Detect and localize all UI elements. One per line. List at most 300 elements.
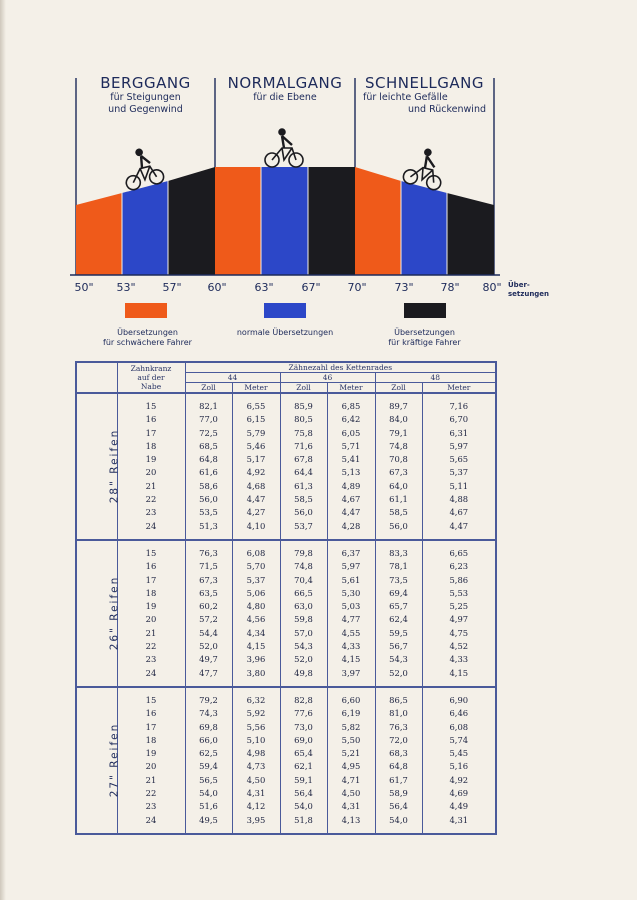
zoll-cell: 62,5	[185, 747, 232, 760]
meter-cell: 6,37	[327, 547, 375, 560]
zoll-cell: 84,0	[375, 413, 422, 426]
sprocket-cell: 20	[117, 466, 185, 479]
spacer-cell	[280, 687, 327, 694]
unit-header: Zoll	[185, 383, 232, 394]
zoll-cell: 74,8	[375, 440, 422, 453]
meter-cell: 4,69	[422, 787, 496, 800]
bar-schnell-orange	[355, 167, 401, 275]
table-row	[76, 520, 496, 533]
zoll-cell: 65,7	[375, 600, 422, 613]
berggang-sub1: für Steigungen	[110, 92, 181, 103]
meter-cell: 6,08	[422, 721, 496, 734]
zoll-cell: 70,8	[375, 453, 422, 466]
zoll-cell: 62,1	[280, 760, 327, 773]
table-row	[76, 734, 496, 747]
spacer-cell	[422, 540, 496, 547]
meter-cell: 6,70	[422, 413, 496, 426]
sprocket-cell: 24	[117, 667, 185, 680]
spacer-cell	[375, 680, 422, 687]
unit-header: Meter	[422, 383, 496, 394]
meter-cell: 4,73	[232, 760, 280, 773]
zoll-cell: 56,0	[375, 520, 422, 533]
sprocket-cell: 17	[117, 721, 185, 734]
sprocket-cell: 18	[117, 440, 185, 453]
meter-cell: 5,56	[232, 721, 280, 734]
sprocket-cell: 21	[117, 480, 185, 493]
sprocket-cell: 15	[117, 400, 185, 413]
zoll-cell: 75,8	[280, 427, 327, 440]
spacer-cell	[185, 687, 232, 694]
tick-label: 67"	[301, 281, 321, 294]
table-row	[76, 760, 496, 773]
table-row	[76, 493, 496, 506]
meter-cell: 6,42	[327, 413, 375, 426]
zoll-cell: 68,3	[375, 747, 422, 760]
meter-cell: 3,96	[232, 653, 280, 666]
bar-schnell-black	[447, 193, 494, 275]
sprocket-cell: 19	[117, 600, 185, 613]
meter-cell: 5,70	[232, 560, 280, 573]
sprocket-cell: 17	[117, 427, 185, 440]
meter-cell: 5,97	[327, 560, 375, 573]
sprocket-cell: 22	[117, 787, 185, 800]
tick-label: 78"	[440, 281, 460, 294]
zoll-cell: 73,5	[375, 574, 422, 587]
spacer-cell	[327, 680, 375, 687]
meter-cell: 4,80	[232, 600, 280, 613]
meter-cell: 3,95	[232, 814, 280, 827]
zoll-cell: 47,7	[185, 667, 232, 680]
berggang-title: BERGGANG	[100, 74, 191, 92]
normalgang-header	[215, 74, 355, 104]
normalgang-sub1: für die Ebene	[253, 92, 317, 103]
spacer-cell	[232, 687, 280, 694]
zoll-cell: 64,0	[375, 480, 422, 493]
sprocket-cell: 23	[117, 506, 185, 519]
meter-cell: 6,19	[327, 707, 375, 720]
zoll-cell: 67,3	[185, 574, 232, 587]
zoll-cell: 79,1	[375, 427, 422, 440]
spacer-cell	[232, 680, 280, 687]
zoll-cell: 82,1	[185, 400, 232, 413]
zoll-cell: 49,8	[280, 667, 327, 680]
legend-label-orange	[80, 328, 215, 348]
spacer-cell	[375, 393, 422, 400]
meter-cell: 4,13	[327, 814, 375, 827]
spacer-cell	[117, 680, 185, 687]
meter-cell: 4,33	[327, 640, 375, 653]
zoll-cell: 61,3	[280, 480, 327, 493]
zoll-cell: 81,0	[375, 707, 422, 720]
zoll-cell: 61,7	[375, 774, 422, 787]
meter-cell: 3,97	[327, 667, 375, 680]
zoll-cell: 56,4	[280, 787, 327, 800]
meter-cell: 4,55	[327, 627, 375, 640]
meter-cell: 4,34	[232, 627, 280, 640]
sprocket-cell: 15	[117, 694, 185, 707]
zoll-cell: 56,4	[375, 800, 422, 813]
ticks-unit-label	[508, 281, 549, 299]
meter-cell: 4,27	[232, 506, 280, 519]
zoll-cell: 71,6	[280, 440, 327, 453]
zoll-cell: 56,5	[185, 774, 232, 787]
table-row	[76, 506, 496, 519]
zahnkranz-header-line: Nabe	[140, 382, 162, 391]
zoll-cell: 59,8	[280, 613, 327, 626]
zoll-cell: 60,2	[185, 600, 232, 613]
spacer-cell	[375, 533, 422, 540]
ticks-unit-l1: Über-	[508, 281, 530, 289]
table-row	[76, 721, 496, 734]
zoll-cell: 74,8	[280, 560, 327, 573]
meter-cell: 5,21	[327, 747, 375, 760]
schnellgang-title: SCHNELLGANG	[365, 74, 484, 92]
zoll-cell: 58,5	[375, 506, 422, 519]
meter-cell: 4,15	[327, 653, 375, 666]
meter-cell: 4,56	[232, 613, 280, 626]
bar-berg-blue	[122, 181, 168, 275]
chainring-header: 46	[280, 373, 375, 383]
unit-header: Zoll	[375, 383, 422, 394]
table-row	[76, 560, 496, 573]
gear-table	[75, 361, 497, 835]
meter-cell: 5,71	[327, 440, 375, 453]
meter-cell: 4,49	[422, 800, 496, 813]
zoll-cell: 77,0	[185, 413, 232, 426]
table-row	[76, 440, 496, 453]
meter-cell: 6,46	[422, 707, 496, 720]
zoll-cell: 78,1	[375, 560, 422, 573]
schnellgang-header	[355, 74, 494, 116]
spacer-cell	[185, 393, 232, 400]
table-row	[76, 600, 496, 613]
zoll-cell: 52,0	[185, 640, 232, 653]
meter-cell: 5,86	[422, 574, 496, 587]
meter-cell: 6,60	[327, 694, 375, 707]
zoll-cell: 80,5	[280, 413, 327, 426]
zoll-cell: 56,7	[375, 640, 422, 653]
meter-cell: 5,13	[327, 466, 375, 479]
meter-cell: 4,88	[422, 493, 496, 506]
meter-cell: 4,15	[422, 667, 496, 680]
meter-cell: 6,08	[232, 547, 280, 560]
unit-header: Meter	[232, 383, 280, 394]
spacer-cell	[117, 393, 185, 400]
meter-cell: 4,50	[232, 774, 280, 787]
zoll-cell: 59,1	[280, 774, 327, 787]
sprocket-cell: 18	[117, 734, 185, 747]
spacer-cell	[422, 827, 496, 834]
zoll-cell: 70,4	[280, 574, 327, 587]
sprocket-cell: 19	[117, 747, 185, 760]
spacer-cell	[422, 687, 496, 694]
zoll-cell: 72,5	[185, 427, 232, 440]
zoll-cell: 67,8	[280, 453, 327, 466]
legend-black-l2: für kräftige Fahrer	[388, 338, 461, 347]
zoll-cell: 89,7	[375, 400, 422, 413]
table-row	[76, 627, 496, 640]
zoll-cell: 51,8	[280, 814, 327, 827]
zoll-cell: 76,3	[375, 721, 422, 734]
sprocket-cell: 16	[117, 560, 185, 573]
meter-cell: 5,25	[422, 600, 496, 613]
meter-cell: 5,37	[422, 466, 496, 479]
meter-cell: 3,80	[232, 667, 280, 680]
zoll-cell: 58,6	[185, 480, 232, 493]
meter-cell: 4,75	[422, 627, 496, 640]
table-row	[76, 400, 496, 413]
spacer-cell	[185, 540, 232, 547]
zoll-cell: 51,6	[185, 800, 232, 813]
zoll-cell: 65,4	[280, 747, 327, 760]
cyclist-uphill-icon	[119, 145, 165, 191]
meter-cell: 4,67	[327, 493, 375, 506]
meter-cell: 7,16	[422, 400, 496, 413]
table-row	[76, 694, 496, 707]
spacer-cell	[232, 533, 280, 540]
meter-cell: 6,31	[422, 427, 496, 440]
table-row	[76, 466, 496, 479]
meter-cell: 5,30	[327, 587, 375, 600]
spacer-cell	[232, 827, 280, 834]
meter-cell: 5,16	[422, 760, 496, 773]
table-row	[76, 653, 496, 666]
meter-cell: 6,55	[232, 400, 280, 413]
meter-cell: 5,82	[327, 721, 375, 734]
zoll-cell: 66,5	[280, 587, 327, 600]
meter-cell: 5,45	[422, 747, 496, 760]
spacer-cell	[375, 827, 422, 834]
meter-cell: 4,31	[327, 800, 375, 813]
meter-cell: 5,03	[327, 600, 375, 613]
meter-cell: 4,12	[232, 800, 280, 813]
chainring-header: 44	[185, 373, 280, 383]
zoll-cell: 63,0	[280, 600, 327, 613]
zoll-cell: 56,0	[185, 493, 232, 506]
zoll-cell: 52,0	[280, 653, 327, 666]
meter-cell: 5,74	[422, 734, 496, 747]
bar-normal-black	[308, 167, 355, 275]
spacer-cell	[117, 827, 185, 834]
zoll-cell: 66,0	[185, 734, 232, 747]
spacer-cell	[185, 827, 232, 834]
spacer-cell	[117, 540, 185, 547]
zoll-cell: 59,4	[185, 760, 232, 773]
zoll-cell: 64,8	[375, 760, 422, 773]
legend-swatch-black	[404, 303, 446, 318]
tick-label: 50"	[74, 281, 94, 294]
tick-label: 57"	[162, 281, 182, 294]
zoll-cell: 51,3	[185, 520, 232, 533]
meter-cell: 4,28	[327, 520, 375, 533]
meter-cell: 5,92	[232, 707, 280, 720]
zoll-cell: 58,9	[375, 787, 422, 800]
berggang-header	[76, 74, 215, 116]
zoll-cell: 72,0	[375, 734, 422, 747]
sprocket-cell: 16	[117, 707, 185, 720]
zoll-cell: 49,7	[185, 653, 232, 666]
meter-cell: 4,67	[422, 506, 496, 519]
unit-header: Zoll	[280, 383, 327, 394]
spacer-cell	[232, 540, 280, 547]
tire-size-text: 26" Reifen	[108, 576, 121, 651]
zahnkranz-header-line: auf der	[137, 373, 165, 382]
meter-cell: 5,65	[422, 453, 496, 466]
spacer-cell	[327, 827, 375, 834]
zoll-cell: 59,5	[375, 627, 422, 640]
sprocket-cell: 24	[117, 814, 185, 827]
zoll-cell: 56,0	[280, 506, 327, 519]
legend-label-black	[355, 328, 494, 348]
spacer-cell	[327, 393, 375, 400]
cyclist-downhill-icon	[402, 145, 448, 191]
zoll-cell: 57,0	[280, 627, 327, 640]
bar-berg-orange	[76, 193, 122, 275]
legend-orange-l2: für schwächere Fahrer	[103, 338, 192, 347]
spacer-cell	[117, 687, 185, 694]
zoll-cell: 54,4	[185, 627, 232, 640]
tire-size-text: 27" Reifen	[108, 723, 121, 798]
zoll-cell: 61,1	[375, 493, 422, 506]
tire-size-label	[76, 540, 121, 687]
cyclist-flat-icon	[265, 129, 303, 167]
table-row	[76, 774, 496, 787]
bar-normal-orange	[215, 167, 261, 275]
sprocket-cell: 24	[117, 520, 185, 533]
meter-cell: 6,85	[327, 400, 375, 413]
sprocket-cell: 20	[117, 760, 185, 773]
meter-cell: 6,32	[232, 694, 280, 707]
table-row	[76, 747, 496, 760]
legend-black-l1: Übersetzungen	[394, 328, 455, 337]
zoll-cell: 74,3	[185, 707, 232, 720]
zoll-cell: 54,3	[375, 653, 422, 666]
table-row	[76, 800, 496, 813]
zoll-cell: 79,2	[185, 694, 232, 707]
spacer-cell	[375, 687, 422, 694]
zoll-cell: 49,5	[185, 814, 232, 827]
meter-cell: 6,65	[422, 547, 496, 560]
legend-swatch-orange	[125, 303, 167, 318]
meter-cell: 4,52	[422, 640, 496, 653]
meter-cell: 5,17	[232, 453, 280, 466]
zoll-cell: 71,5	[185, 560, 232, 573]
meter-cell: 5,10	[232, 734, 280, 747]
table-row	[76, 480, 496, 493]
spacer-cell	[232, 393, 280, 400]
meter-cell: 5,06	[232, 587, 280, 600]
meter-cell: 4,97	[422, 613, 496, 626]
meter-cell: 4,98	[232, 747, 280, 760]
sprocket-cell: 19	[117, 453, 185, 466]
meter-cell: 6,15	[232, 413, 280, 426]
meter-cell: 4,31	[232, 787, 280, 800]
sprocket-cell: 21	[117, 627, 185, 640]
bar-berg-black	[168, 167, 215, 275]
zoll-cell: 54,0	[280, 800, 327, 813]
legend-swatch-blue	[264, 303, 306, 318]
berggang-sub2: und Gegenwind	[108, 104, 183, 115]
sprocket-cell: 22	[117, 493, 185, 506]
zoll-cell: 85,9	[280, 400, 327, 413]
legend-label-blue	[215, 328, 355, 338]
meter-cell: 5,41	[327, 453, 375, 466]
bar-normal-blue	[261, 167, 308, 275]
meter-cell: 4,47	[422, 520, 496, 533]
schnellgang-sub1: für leichte Gefälle	[363, 92, 448, 103]
spacer-cell	[280, 680, 327, 687]
meter-cell: 5,61	[327, 574, 375, 587]
tick-label: 63"	[254, 281, 274, 294]
table-row	[76, 707, 496, 720]
tick-label: 53"	[116, 281, 136, 294]
zoll-cell: 79,8	[280, 547, 327, 560]
zoll-cell: 61,6	[185, 466, 232, 479]
schnellgang-sub2: und Rückenwind	[408, 104, 486, 115]
zoll-cell: 54,3	[280, 640, 327, 653]
zoll-cell: 52,0	[375, 667, 422, 680]
spacer-cell	[185, 533, 232, 540]
table-row	[76, 667, 496, 680]
meter-cell: 6,90	[422, 694, 496, 707]
meter-cell: 4,47	[232, 493, 280, 506]
tire-size-label	[76, 687, 121, 834]
table-row	[76, 413, 496, 426]
legend-orange-l1: Übersetzungen	[117, 328, 178, 337]
table-row	[76, 613, 496, 626]
meter-cell: 4,92	[232, 466, 280, 479]
zoll-cell: 83,3	[375, 547, 422, 560]
meter-cell: 5,97	[422, 440, 496, 453]
meter-cell: 4,50	[327, 787, 375, 800]
sprocket-cell: 21	[117, 774, 185, 787]
meter-cell: 4,10	[232, 520, 280, 533]
spacer-cell	[422, 533, 496, 540]
legend-blue-l1: normale Übersetzungen	[236, 328, 334, 337]
tire-size-text: 28" Reifen	[108, 429, 121, 504]
meter-cell: 4,31	[422, 814, 496, 827]
spacer-cell	[422, 680, 496, 687]
sprocket-cell: 22	[117, 640, 185, 653]
sprocket-cell: 15	[117, 547, 185, 560]
zoll-cell: 67,3	[375, 466, 422, 479]
zoll-cell: 57,2	[185, 613, 232, 626]
zoll-cell: 69,8	[185, 721, 232, 734]
unit-header: Meter	[327, 383, 375, 394]
spacer-cell	[117, 533, 185, 540]
zoll-cell: 54,0	[185, 787, 232, 800]
meter-cell: 5,53	[422, 587, 496, 600]
spacer-cell	[327, 533, 375, 540]
meter-cell: 4,92	[422, 774, 496, 787]
zoll-cell: 53,5	[185, 506, 232, 519]
meter-cell: 4,77	[327, 613, 375, 626]
zoll-cell: 69,4	[375, 587, 422, 600]
meter-cell: 5,37	[232, 574, 280, 587]
zoll-cell: 82,8	[280, 694, 327, 707]
meter-cell: 6,23	[422, 560, 496, 573]
tick-label: 70"	[347, 281, 367, 294]
zoll-cell: 64,4	[280, 466, 327, 479]
kettenrad-header: Zähnezahl des Kettenrades	[185, 362, 496, 373]
zoll-cell: 77,6	[280, 707, 327, 720]
tick-label: 80"	[482, 281, 502, 294]
meter-cell: 5,11	[422, 480, 496, 493]
chainring-header: 48	[375, 373, 496, 383]
table-row	[76, 814, 496, 827]
header-blank	[76, 362, 117, 393]
spacer-cell	[280, 393, 327, 400]
